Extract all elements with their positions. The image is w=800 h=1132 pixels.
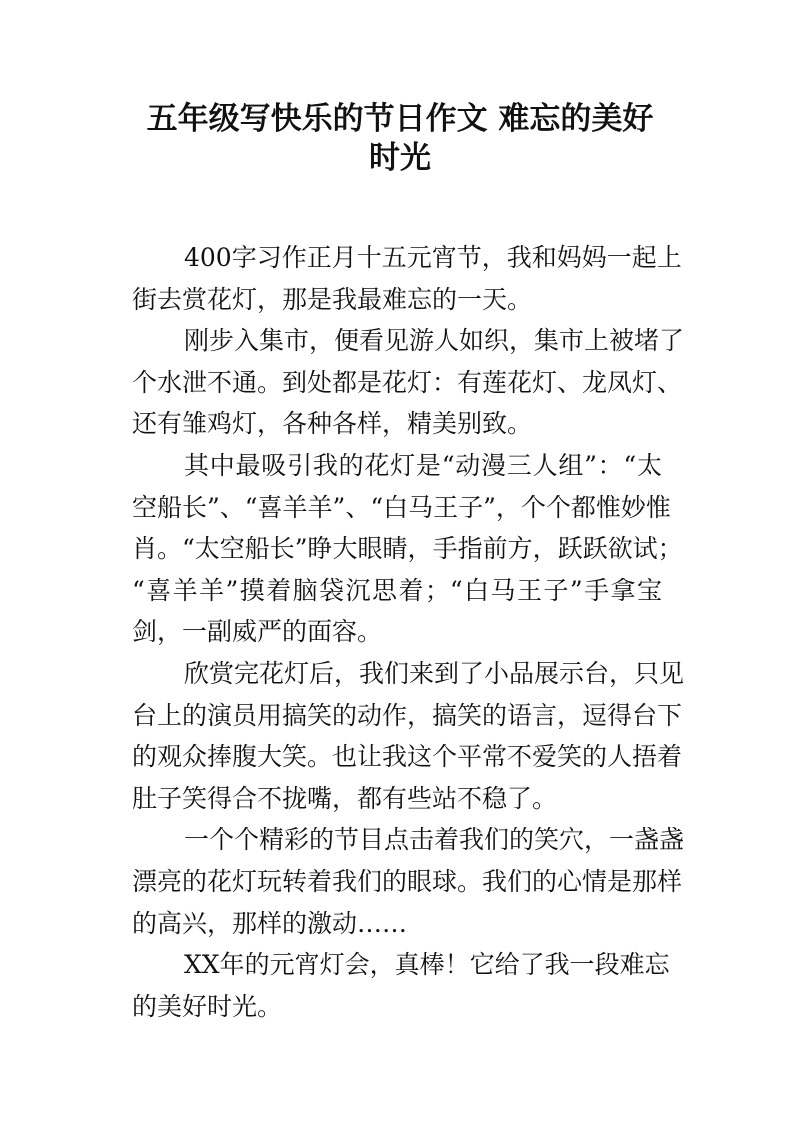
text-line: 的高兴，那样的激动…… — [132, 908, 408, 938]
text-line: “喜羊羊”摸着脑袋沉思着；“白马王子”手拿宝 — [132, 575, 662, 605]
text-line: 剑，一副威严的面容。 — [132, 617, 383, 647]
document-title — [0, 100, 800, 178]
text-line: 欣赏完花灯后，我们来到了小品展示台，只见 — [184, 658, 685, 688]
paragraph — [132, 653, 685, 819]
text-line: 街去赏花灯，那是我最难忘的一天。 — [132, 284, 533, 314]
text-line: 刚步入集市，便看见游人如织，集市上被堵了 — [184, 326, 685, 356]
paragraph — [132, 944, 670, 1027]
text-line: 的观众捧腹大笑。也让我这个平常不爱笑的人捂着 — [132, 742, 683, 772]
paragraph — [132, 445, 683, 653]
text-line: 一个个精彩的节目点击着我们的笑穴，一盏盏 — [184, 825, 685, 855]
text-line: 个水泄不通。到处都是花灯：有莲花灯、龙凤灯、 — [132, 367, 683, 397]
title-line: 时光 — [369, 140, 431, 176]
paragraph — [132, 237, 682, 320]
paragraph — [132, 819, 685, 944]
text-line: 漂亮的花灯玩转着我们的眼球。我们的心情是那样 — [132, 866, 683, 896]
text-line: 肖。“太空船长”睁大眼睛，手指前方，跃跃欲试； — [132, 534, 683, 564]
title-line: 五年级写快乐的节日作文 难忘的美好 — [146, 101, 654, 137]
text-line: 台上的演员用搞笑的动作，搞笑的语言，逗得台下 — [132, 700, 683, 730]
paragraph — [132, 320, 685, 445]
text-line: XX年的元宵灯会，真棒！它给了我一段难忘 — [184, 950, 670, 980]
text-line: 还有雏鸡灯，各种各样，精美别致。 — [132, 409, 533, 439]
text-line: 400字习作正月十五元宵节，我和妈妈一起上 — [184, 243, 682, 272]
text-line: 空船长”、“喜羊羊”、“白马王子”，个个都惟妙惟 — [132, 492, 671, 522]
document-body — [132, 237, 685, 1027]
text-line: 的美好时光。 — [132, 991, 283, 1021]
text-line: 其中最吸引我的花灯是“动漫三人组”：“太 — [184, 450, 662, 480]
text-line: 肚子笑得合不拢嘴，都有些站不稳了。 — [132, 783, 558, 813]
